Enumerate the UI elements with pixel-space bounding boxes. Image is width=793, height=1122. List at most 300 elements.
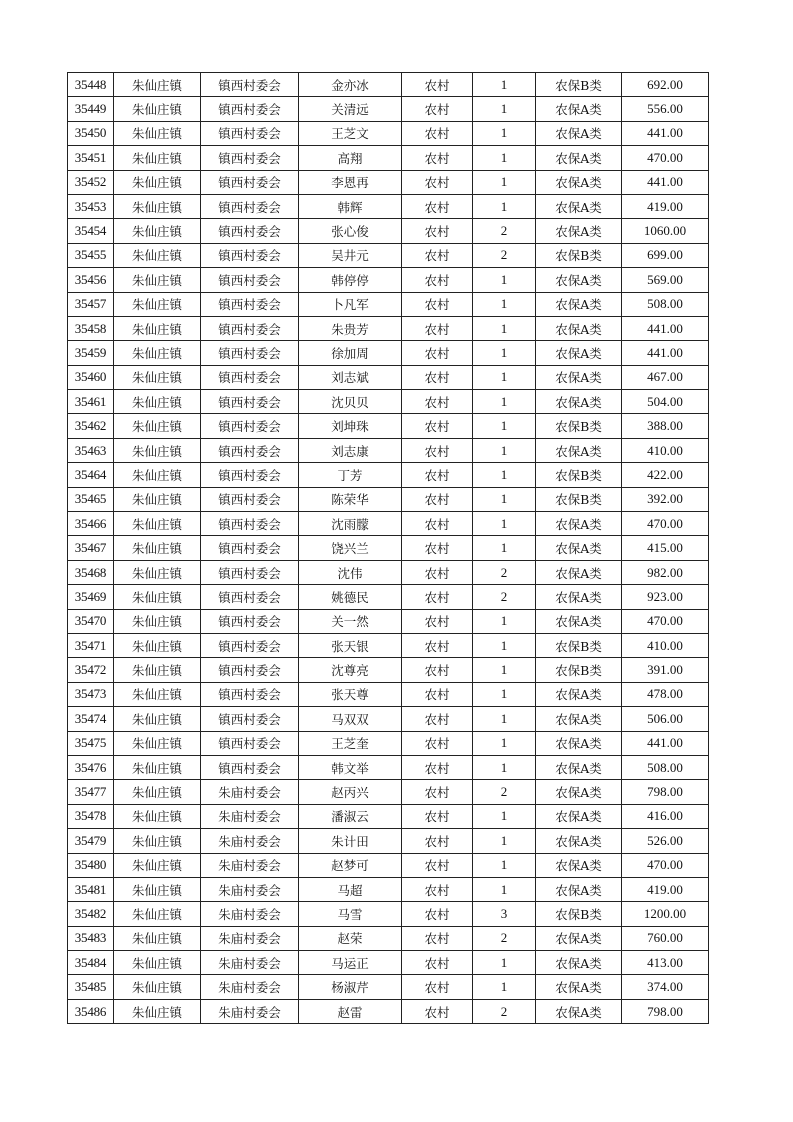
person-count-cell: 1 <box>473 463 536 487</box>
person-count-cell: 2 <box>473 243 536 267</box>
person-count-cell: 1 <box>473 731 536 755</box>
person-count-cell: 1 <box>473 365 536 389</box>
category-cell: 农保B类 <box>536 73 622 97</box>
household-type-cell: 农村 <box>402 243 473 267</box>
person-count-cell: 1 <box>473 121 536 145</box>
village-cell: 镇西村委会 <box>201 512 299 536</box>
person-count-cell: 1 <box>473 536 536 560</box>
household-type-cell: 农村 <box>402 951 473 975</box>
household-type-cell: 农村 <box>402 877 473 901</box>
household-type-cell: 农村 <box>402 316 473 340</box>
row-id-cell: 35486 <box>68 999 114 1023</box>
amount-cell: 441.00 <box>622 121 709 145</box>
name-cell: 徐加周 <box>299 341 402 365</box>
person-count-cell: 1 <box>473 268 536 292</box>
table-row <box>68 951 709 975</box>
village-cell: 镇西村委会 <box>201 438 299 462</box>
household-type-cell: 农村 <box>402 121 473 145</box>
row-id-cell: 35468 <box>68 560 114 584</box>
table-row <box>68 414 709 438</box>
name-cell: 赵雷 <box>299 999 402 1023</box>
category-cell: 农保A类 <box>536 438 622 462</box>
amount-cell: 508.00 <box>622 755 709 779</box>
row-id-cell: 35474 <box>68 707 114 731</box>
table-row <box>68 219 709 243</box>
person-count-cell: 2 <box>473 560 536 584</box>
town-cell: 朱仙庄镇 <box>114 975 201 999</box>
table-row <box>68 536 709 560</box>
person-count-cell: 2 <box>473 780 536 804</box>
name-cell: 韩停停 <box>299 268 402 292</box>
person-count-cell: 1 <box>473 438 536 462</box>
amount-cell: 441.00 <box>622 316 709 340</box>
table-row <box>68 463 709 487</box>
table-row <box>68 755 709 779</box>
household-type-cell: 农村 <box>402 560 473 584</box>
table-row <box>68 853 709 877</box>
table-row <box>68 170 709 194</box>
town-cell: 朱仙庄镇 <box>114 463 201 487</box>
person-count-cell: 1 <box>473 146 536 170</box>
name-cell: 张天尊 <box>299 682 402 706</box>
town-cell: 朱仙庄镇 <box>114 609 201 633</box>
household-type-cell: 农村 <box>402 73 473 97</box>
table-row <box>68 585 709 609</box>
household-type-cell: 农村 <box>402 829 473 853</box>
category-cell: 农保A类 <box>536 755 622 779</box>
household-type-cell: 农村 <box>402 585 473 609</box>
amount-cell: 388.00 <box>622 414 709 438</box>
name-cell: 马运正 <box>299 951 402 975</box>
category-cell: 农保A类 <box>536 951 622 975</box>
amount-cell: 470.00 <box>622 853 709 877</box>
name-cell: 丁芳 <box>299 463 402 487</box>
row-id-cell: 35471 <box>68 633 114 657</box>
household-type-cell: 农村 <box>402 902 473 926</box>
name-cell: 饶兴兰 <box>299 536 402 560</box>
category-cell: 农保B类 <box>536 463 622 487</box>
town-cell: 朱仙庄镇 <box>114 73 201 97</box>
village-cell: 朱庙村委会 <box>201 804 299 828</box>
household-type-cell: 农村 <box>402 609 473 633</box>
household-type-cell: 农村 <box>402 194 473 218</box>
table-row <box>68 780 709 804</box>
town-cell: 朱仙庄镇 <box>114 170 201 194</box>
town-cell: 朱仙庄镇 <box>114 414 201 438</box>
village-cell: 镇西村委会 <box>201 731 299 755</box>
town-cell: 朱仙庄镇 <box>114 194 201 218</box>
town-cell: 朱仙庄镇 <box>114 707 201 731</box>
table-row <box>68 341 709 365</box>
household-type-cell: 农村 <box>402 414 473 438</box>
row-id-cell: 35469 <box>68 585 114 609</box>
village-cell: 朱庙村委会 <box>201 975 299 999</box>
row-id-cell: 35482 <box>68 902 114 926</box>
row-id-cell: 35452 <box>68 170 114 194</box>
amount-cell: 441.00 <box>622 341 709 365</box>
category-cell: 农保A类 <box>536 560 622 584</box>
town-cell: 朱仙庄镇 <box>114 512 201 536</box>
table-row <box>68 73 709 97</box>
category-cell: 农保A类 <box>536 804 622 828</box>
village-cell: 镇西村委会 <box>201 755 299 779</box>
name-cell: 王芝奎 <box>299 731 402 755</box>
town-cell: 朱仙庄镇 <box>114 755 201 779</box>
household-type-cell: 农村 <box>402 487 473 511</box>
town-cell: 朱仙庄镇 <box>114 146 201 170</box>
town-cell: 朱仙庄镇 <box>114 633 201 657</box>
town-cell: 朱仙庄镇 <box>114 316 201 340</box>
amount-cell: 470.00 <box>622 512 709 536</box>
person-count-cell: 2 <box>473 219 536 243</box>
amount-cell: 441.00 <box>622 170 709 194</box>
person-count-cell: 1 <box>473 73 536 97</box>
household-type-cell: 农村 <box>402 926 473 950</box>
table-row <box>68 804 709 828</box>
household-type-cell: 农村 <box>402 658 473 682</box>
household-type-cell: 农村 <box>402 804 473 828</box>
town-cell: 朱仙庄镇 <box>114 390 201 414</box>
town-cell: 朱仙庄镇 <box>114 292 201 316</box>
town-cell: 朱仙庄镇 <box>114 780 201 804</box>
village-cell: 朱庙村委会 <box>201 902 299 926</box>
village-cell: 镇西村委会 <box>201 365 299 389</box>
row-id-cell: 35462 <box>68 414 114 438</box>
row-id-cell: 35456 <box>68 268 114 292</box>
amount-cell: 470.00 <box>622 146 709 170</box>
household-type-cell: 农村 <box>402 707 473 731</box>
name-cell: 刘坤珠 <box>299 414 402 438</box>
name-cell: 赵丙兴 <box>299 780 402 804</box>
town-cell: 朱仙庄镇 <box>114 585 201 609</box>
person-count-cell: 1 <box>473 341 536 365</box>
household-type-cell: 农村 <box>402 512 473 536</box>
household-type-cell: 农村 <box>402 853 473 877</box>
town-cell: 朱仙庄镇 <box>114 926 201 950</box>
name-cell: 沈尊亮 <box>299 658 402 682</box>
person-count-cell: 2 <box>473 999 536 1023</box>
table-row <box>68 999 709 1023</box>
row-id-cell: 35484 <box>68 951 114 975</box>
name-cell: 关清远 <box>299 97 402 121</box>
table-row <box>68 316 709 340</box>
name-cell: 吴井元 <box>299 243 402 267</box>
name-cell: 沈贝贝 <box>299 390 402 414</box>
person-count-cell: 1 <box>473 292 536 316</box>
table-row <box>68 682 709 706</box>
amount-cell: 416.00 <box>622 804 709 828</box>
row-id-cell: 35451 <box>68 146 114 170</box>
town-cell: 朱仙庄镇 <box>114 853 201 877</box>
amount-cell: 422.00 <box>622 463 709 487</box>
household-type-cell: 农村 <box>402 97 473 121</box>
category-cell: 农保A类 <box>536 194 622 218</box>
row-id-cell: 35480 <box>68 853 114 877</box>
town-cell: 朱仙庄镇 <box>114 121 201 145</box>
row-id-cell: 35470 <box>68 609 114 633</box>
village-cell: 朱庙村委会 <box>201 926 299 950</box>
person-count-cell: 1 <box>473 877 536 901</box>
row-id-cell: 35464 <box>68 463 114 487</box>
row-id-cell: 35450 <box>68 121 114 145</box>
table-row <box>68 975 709 999</box>
category-cell: 农保A类 <box>536 316 622 340</box>
town-cell: 朱仙庄镇 <box>114 97 201 121</box>
table-row <box>68 829 709 853</box>
row-id-cell: 35459 <box>68 341 114 365</box>
table-row <box>68 268 709 292</box>
category-cell: 农保A类 <box>536 731 622 755</box>
household-type-cell: 农村 <box>402 682 473 706</box>
amount-cell: 569.00 <box>622 268 709 292</box>
category-cell: 农保A类 <box>536 853 622 877</box>
person-count-cell: 1 <box>473 194 536 218</box>
village-cell: 镇西村委会 <box>201 658 299 682</box>
household-type-cell: 农村 <box>402 975 473 999</box>
category-cell: 农保A类 <box>536 585 622 609</box>
row-id-cell: 35477 <box>68 780 114 804</box>
row-id-cell: 35466 <box>68 512 114 536</box>
table-row <box>68 438 709 462</box>
category-cell: 农保A类 <box>536 877 622 901</box>
household-type-cell: 农村 <box>402 780 473 804</box>
name-cell: 沈伟 <box>299 560 402 584</box>
town-cell: 朱仙庄镇 <box>114 219 201 243</box>
row-id-cell: 35454 <box>68 219 114 243</box>
row-id-cell: 35485 <box>68 975 114 999</box>
amount-cell: 1060.00 <box>622 219 709 243</box>
person-count-cell: 1 <box>473 170 536 194</box>
row-id-cell: 35481 <box>68 877 114 901</box>
category-cell: 农保A类 <box>536 365 622 389</box>
amount-cell: 392.00 <box>622 487 709 511</box>
amount-cell: 526.00 <box>622 829 709 853</box>
category-cell: 农保B类 <box>536 243 622 267</box>
name-cell: 卜凡军 <box>299 292 402 316</box>
table-row <box>68 121 709 145</box>
household-type-cell: 农村 <box>402 170 473 194</box>
category-cell: 农保A类 <box>536 146 622 170</box>
category-cell: 农保A类 <box>536 390 622 414</box>
row-id-cell: 35458 <box>68 316 114 340</box>
amount-cell: 504.00 <box>622 390 709 414</box>
village-cell: 朱庙村委会 <box>201 951 299 975</box>
table-row <box>68 365 709 389</box>
amount-cell: 410.00 <box>622 633 709 657</box>
name-cell: 朱计田 <box>299 829 402 853</box>
table-row <box>68 487 709 511</box>
town-cell: 朱仙庄镇 <box>114 829 201 853</box>
row-id-cell: 35465 <box>68 487 114 511</box>
person-count-cell: 1 <box>473 633 536 657</box>
amount-cell: 798.00 <box>622 999 709 1023</box>
name-cell: 陈荣华 <box>299 487 402 511</box>
person-count-cell: 1 <box>473 390 536 414</box>
amount-cell: 441.00 <box>622 731 709 755</box>
person-count-cell: 1 <box>473 414 536 438</box>
table-row <box>68 97 709 121</box>
amount-cell: 478.00 <box>622 682 709 706</box>
name-cell: 姚德民 <box>299 585 402 609</box>
name-cell: 马双双 <box>299 707 402 731</box>
table-row <box>68 560 709 584</box>
household-type-cell: 农村 <box>402 536 473 560</box>
name-cell: 潘淑云 <box>299 804 402 828</box>
table-row <box>68 877 709 901</box>
name-cell: 张天银 <box>299 633 402 657</box>
village-cell: 镇西村委会 <box>201 707 299 731</box>
name-cell: 马雪 <box>299 902 402 926</box>
village-cell: 镇西村委会 <box>201 121 299 145</box>
village-cell: 镇西村委会 <box>201 341 299 365</box>
village-cell: 镇西村委会 <box>201 536 299 560</box>
village-cell: 镇西村委会 <box>201 146 299 170</box>
name-cell: 刘志康 <box>299 438 402 462</box>
amount-cell: 410.00 <box>622 438 709 462</box>
table-row <box>68 512 709 536</box>
category-cell: 农保A类 <box>536 609 622 633</box>
town-cell: 朱仙庄镇 <box>114 243 201 267</box>
amount-cell: 760.00 <box>622 926 709 950</box>
town-cell: 朱仙庄镇 <box>114 438 201 462</box>
town-cell: 朱仙庄镇 <box>114 487 201 511</box>
village-cell: 镇西村委会 <box>201 487 299 511</box>
household-type-cell: 农村 <box>402 341 473 365</box>
village-cell: 镇西村委会 <box>201 73 299 97</box>
person-count-cell: 1 <box>473 755 536 779</box>
town-cell: 朱仙庄镇 <box>114 560 201 584</box>
amount-cell: 419.00 <box>622 194 709 218</box>
amount-cell: 982.00 <box>622 560 709 584</box>
row-id-cell: 35476 <box>68 755 114 779</box>
village-cell: 镇西村委会 <box>201 268 299 292</box>
person-count-cell: 1 <box>473 975 536 999</box>
row-id-cell: 35461 <box>68 390 114 414</box>
name-cell: 刘志斌 <box>299 365 402 389</box>
row-id-cell: 35483 <box>68 926 114 950</box>
category-cell: 农保A类 <box>536 97 622 121</box>
amount-cell: 391.00 <box>622 658 709 682</box>
household-type-cell: 农村 <box>402 438 473 462</box>
category-cell: 农保A类 <box>536 975 622 999</box>
table-body <box>68 73 709 1024</box>
village-cell: 镇西村委会 <box>201 390 299 414</box>
household-type-cell: 农村 <box>402 365 473 389</box>
category-cell: 农保A类 <box>536 268 622 292</box>
name-cell: 关一然 <box>299 609 402 633</box>
village-cell: 镇西村委会 <box>201 682 299 706</box>
category-cell: 农保A类 <box>536 707 622 731</box>
village-cell: 朱庙村委会 <box>201 829 299 853</box>
row-id-cell: 35467 <box>68 536 114 560</box>
village-cell: 镇西村委会 <box>201 219 299 243</box>
name-cell: 赵梦可 <box>299 853 402 877</box>
amount-cell: 508.00 <box>622 292 709 316</box>
household-type-cell: 农村 <box>402 633 473 657</box>
category-cell: 农保A类 <box>536 121 622 145</box>
name-cell: 朱贵芳 <box>299 316 402 340</box>
name-cell: 王芝文 <box>299 121 402 145</box>
row-id-cell: 35449 <box>68 97 114 121</box>
amount-cell: 470.00 <box>622 609 709 633</box>
person-count-cell: 1 <box>473 829 536 853</box>
amount-cell: 699.00 <box>622 243 709 267</box>
household-type-cell: 农村 <box>402 755 473 779</box>
person-count-cell: 2 <box>473 926 536 950</box>
town-cell: 朱仙庄镇 <box>114 341 201 365</box>
village-cell: 朱庙村委会 <box>201 853 299 877</box>
table-row <box>68 243 709 267</box>
name-cell: 张心俊 <box>299 219 402 243</box>
village-cell: 镇西村委会 <box>201 414 299 438</box>
table-row <box>68 731 709 755</box>
person-count-cell: 1 <box>473 512 536 536</box>
village-cell: 朱庙村委会 <box>201 999 299 1023</box>
name-cell: 金亦冰 <box>299 73 402 97</box>
table-row <box>68 609 709 633</box>
data-table <box>67 72 709 1024</box>
village-cell: 镇西村委会 <box>201 463 299 487</box>
category-cell: 农保A类 <box>536 682 622 706</box>
amount-cell: 413.00 <box>622 951 709 975</box>
category-cell: 农保B类 <box>536 487 622 511</box>
person-count-cell: 1 <box>473 853 536 877</box>
town-cell: 朱仙庄镇 <box>114 804 201 828</box>
town-cell: 朱仙庄镇 <box>114 365 201 389</box>
name-cell: 高翔 <box>299 146 402 170</box>
row-id-cell: 35455 <box>68 243 114 267</box>
name-cell: 李恩再 <box>299 170 402 194</box>
table-row <box>68 902 709 926</box>
person-count-cell: 1 <box>473 682 536 706</box>
category-cell: 农保A类 <box>536 536 622 560</box>
table-row <box>68 633 709 657</box>
household-type-cell: 农村 <box>402 268 473 292</box>
table-row <box>68 926 709 950</box>
amount-cell: 415.00 <box>622 536 709 560</box>
household-type-cell: 农村 <box>402 292 473 316</box>
person-count-cell: 1 <box>473 707 536 731</box>
person-count-cell: 2 <box>473 585 536 609</box>
village-cell: 镇西村委会 <box>201 243 299 267</box>
village-cell: 镇西村委会 <box>201 585 299 609</box>
row-id-cell: 35472 <box>68 658 114 682</box>
row-id-cell: 35463 <box>68 438 114 462</box>
town-cell: 朱仙庄镇 <box>114 536 201 560</box>
household-type-cell: 农村 <box>402 731 473 755</box>
row-id-cell: 35473 <box>68 682 114 706</box>
category-cell: 农保A类 <box>536 292 622 316</box>
category-cell: 农保B类 <box>536 902 622 926</box>
name-cell: 韩辉 <box>299 194 402 218</box>
amount-cell: 419.00 <box>622 877 709 901</box>
amount-cell: 556.00 <box>622 97 709 121</box>
amount-cell: 923.00 <box>622 585 709 609</box>
village-cell: 镇西村委会 <box>201 292 299 316</box>
name-cell: 沈雨朦 <box>299 512 402 536</box>
person-count-cell: 1 <box>473 316 536 340</box>
category-cell: 农保A类 <box>536 829 622 853</box>
amount-cell: 692.00 <box>622 73 709 97</box>
row-id-cell: 35448 <box>68 73 114 97</box>
town-cell: 朱仙庄镇 <box>114 268 201 292</box>
village-cell: 镇西村委会 <box>201 609 299 633</box>
household-type-cell: 农村 <box>402 219 473 243</box>
category-cell: 农保A类 <box>536 780 622 804</box>
village-cell: 镇西村委会 <box>201 170 299 194</box>
household-type-cell: 农村 <box>402 999 473 1023</box>
village-cell: 镇西村委会 <box>201 633 299 657</box>
